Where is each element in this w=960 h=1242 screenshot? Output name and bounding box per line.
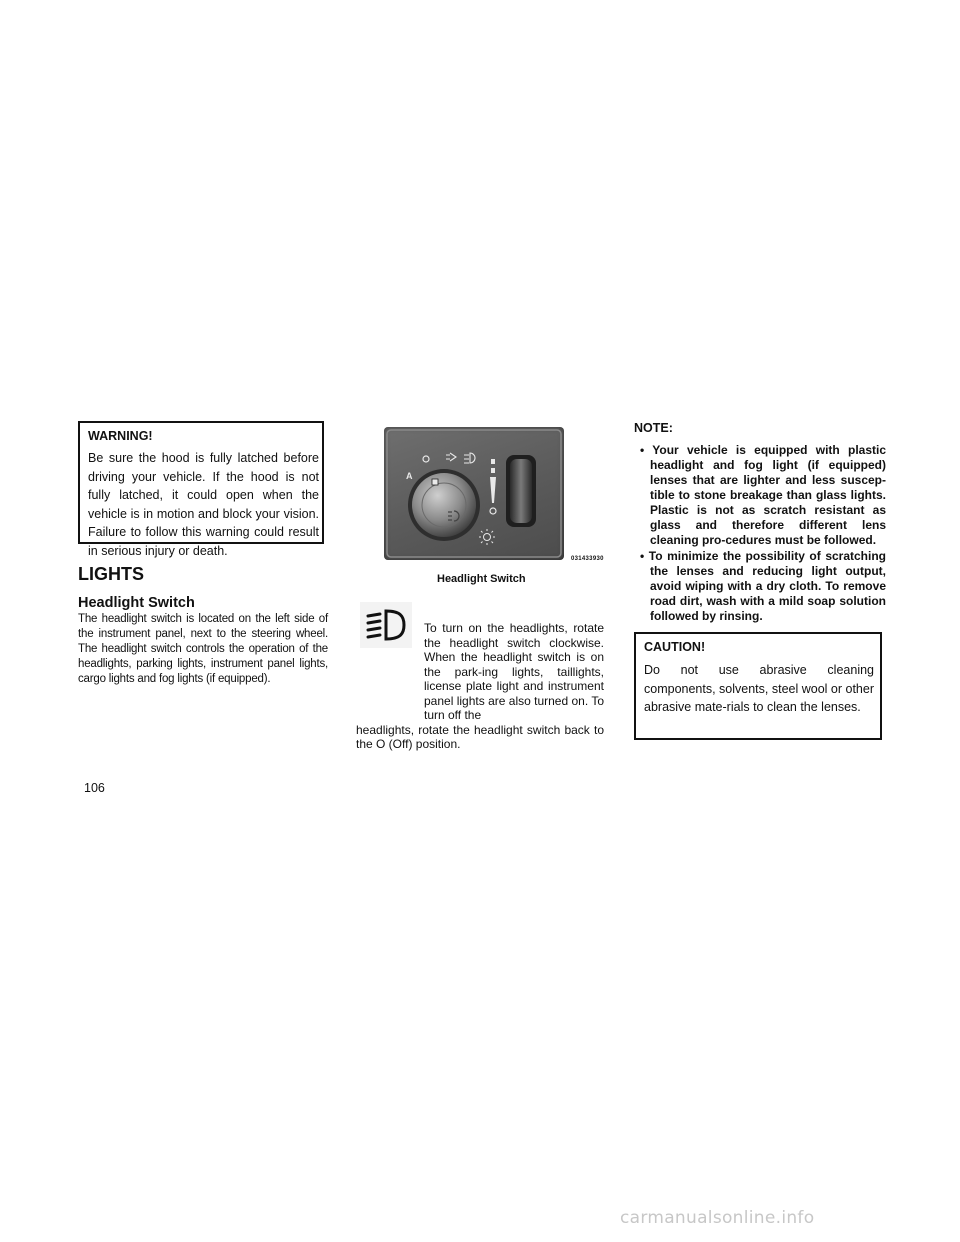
operation-text-first: To turn on the headlights, rotate the headlight switch clockwise. When the headlight switch is on the park-ing lights, taillights, license plate light and instrument panel lights are also turned on. To turn off the: [424, 621, 604, 722]
operation-text-rest: headlights, rotate the headlight switch back to the O (Off) position.: [356, 722, 604, 751]
watermark: carmanualsonline.info: [620, 1208, 815, 1228]
bullet-dot: •: [640, 549, 649, 563]
headlight-switch-photo: [384, 427, 564, 560]
warning-box: [78, 421, 324, 558]
figure-caption: Headlight Switch: [437, 573, 526, 585]
dial-label-auto: A: [406, 471, 413, 481]
note-bullet-text: Your vehicle is equipped with plastic headlight and fog light (if equipped) lenses that are lighter and less suscep-tible to stone breakage than glass lights. Plastic is not as scratch resistant as glass and therefore different lens cleaning pro-cedures must be followed.: [650, 443, 887, 547]
note-bullet-2: [636, 549, 886, 624]
caution-box: [634, 632, 882, 740]
section-heading-lights: LIGHTS: [78, 564, 144, 584]
headlight-switch-illustration: [384, 427, 564, 560]
headlight-switch-intro: The headlight switch is located on the left side of the instrument panel, next to the steering wheel. The headlight switch controls the operation of the headlights, parking lights, instrument panel lights, cargo lights and fog lights (if equipped).: [78, 613, 328, 685]
note-label: NOTE:: [634, 421, 673, 435]
headlight-operation-text: [356, 621, 604, 752]
caution-title: CAUTION!: [644, 640, 706, 654]
page-number: 106: [84, 781, 105, 795]
note-bullet-text: To minimize the possibility of scratching the lenses and reducing light output, avoid wiping with a dry cloth. To remove road dirt, wash with a mild soap solution followed by rinsing.: [648, 549, 886, 623]
warning-text: Be sure the hood is fully latched before driving your vehicle. If the hood is not fully latched, it could open when the vehicle is in motion and block your vision. Failure to follow this warning could result in serious injury or death.: [88, 451, 319, 558]
bullet-dot: •: [640, 443, 653, 457]
note-bullet-1: [636, 443, 886, 548]
caution-text: Do not use abrasive cleaning components, solvents, steel wool or other abrasive mate-rials to clean the lenses.: [644, 663, 874, 714]
subsection-heading-headlight-switch: Headlight Switch: [78, 595, 195, 611]
figure-code: 031433930: [571, 556, 604, 562]
warning-title: WARNING!: [88, 429, 153, 443]
